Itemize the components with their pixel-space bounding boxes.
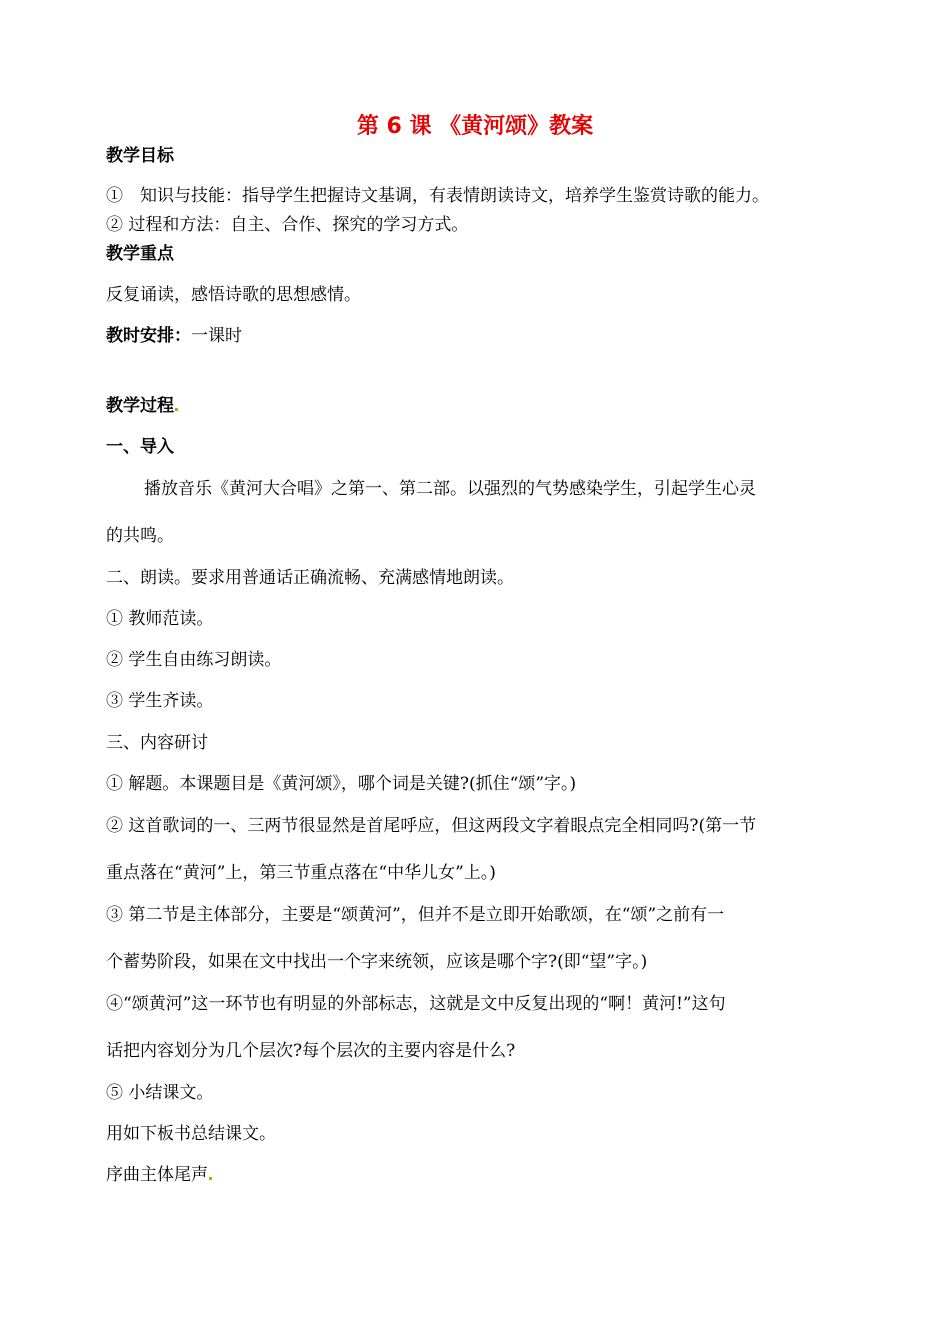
section-1-heading: 一、导入 [106, 437, 174, 457]
schedule-label: 教时安排： [106, 326, 191, 346]
section-3-heading: 三、内容研讨 [106, 733, 208, 753]
section-1-text-line-1: 播放音乐《黄河大合唱》之第一、第二部。以强烈的气势感染学生，引起学生心灵 [144, 479, 756, 499]
process-heading [106, 395, 178, 417]
board-line [106, 1164, 212, 1186]
section-2-item-3: ③ 学生齐读。 [106, 691, 214, 711]
process-heading-text: 教学过程 [106, 396, 174, 416]
marker-dot [209, 1177, 212, 1180]
marker-dot [175, 408, 178, 411]
focus-text: 反复诵读，感悟诗歌的思想感情。 [106, 285, 361, 305]
section-3-item-4-line-1: ④“颂黄河”这一环节也有明显的外部标志，这就是文中反复出现的“啊！黄河!”这句 [106, 994, 726, 1014]
section-2-heading: 二、朗读。要求用普通话正确流畅、充满感情地朗读。 [106, 568, 514, 588]
section-3-item-1: ① 解题。本课题目是《黄河颂》，哪个词是关键?(抓住“颂”字。) [106, 774, 577, 794]
board-text: 序曲主体尾声 [106, 1165, 208, 1185]
goal-item-1: ① 知识与技能：指导学生把握诗文基调，有表情朗读诗文，培养学生鉴赏诗歌的能力。 [106, 186, 769, 206]
section-3-item-2-line-1: ② 这首歌词的一、三两节很显然是首尾呼应，但这两段文字着眼点完全相同吗?(第一节 [106, 816, 757, 836]
summary-text: 用如下板书总结课文。 [106, 1124, 276, 1144]
section-3-item-2-line-2: 重点落在“黄河”上，第三节重点落在“中华儿女”上。) [106, 863, 496, 883]
section-1-text-line-2: 的共鸣。 [106, 526, 174, 546]
document-title: 第 6 课 《黄河颂》教案 [356, 114, 594, 139]
goals-heading: 教学目标 [106, 146, 174, 166]
schedule-line [106, 325, 242, 347]
goal-item-2: ② 过程和方法：自主、合作、探究的学习方式。 [106, 215, 469, 235]
section-3-item-5: ⑤ 小结课文。 [106, 1083, 214, 1103]
section-3-item-4-line-2: 话把内容划分为几个层次?每个层次的主要内容是什么? [106, 1041, 516, 1061]
section-2-item-2: ② 学生自由练习朗读。 [106, 650, 282, 670]
section-2-item-1: ① 教师范读。 [106, 609, 214, 629]
schedule-value: 一课时 [191, 326, 242, 346]
section-3-item-3-line-2: 个蓄势阶段，如果在文中找出一个字来统领，应该是哪个字?(即“望”字。) [106, 952, 648, 972]
section-3-item-3-line-1: ③ 第二节是主体部分，主要是“颂黄河”，但并不是立即开始歌颂，在“颂”之前有一 [106, 905, 725, 925]
focus-heading: 教学重点 [106, 244, 174, 264]
